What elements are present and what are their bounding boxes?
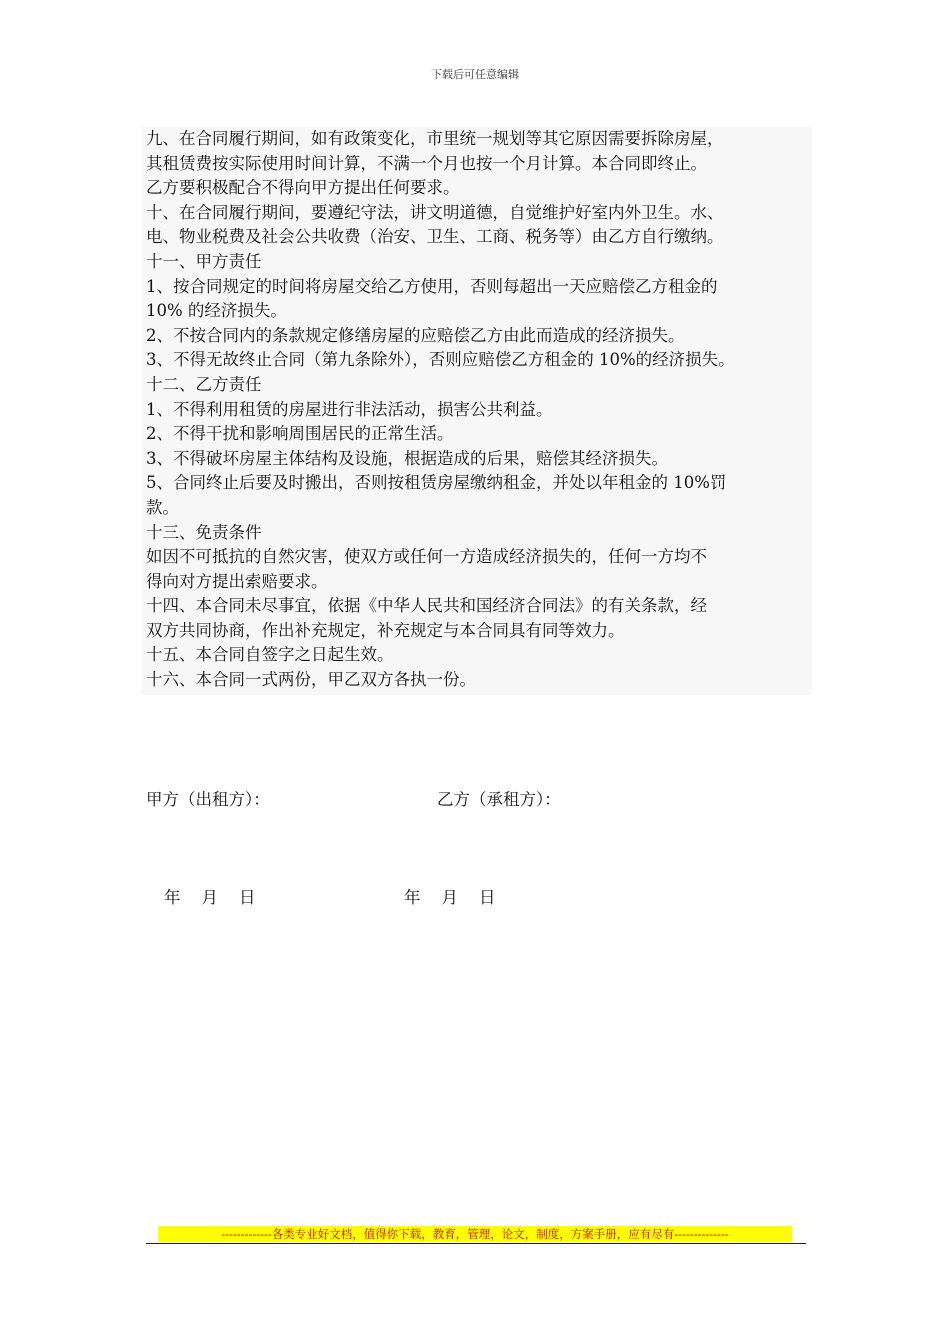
body-line: 电、物业税费及社会公共收费（治安、卫生、工商、税务等）由乙方自行缴纳。 [146, 227, 724, 247]
section-heading: 十三、免责条件 [146, 522, 262, 542]
footer-banner: -------------各类专业好文档，值得你下载，教育，管理，论文，制度，方案手册，应有尽有-------------- [158, 1226, 792, 1242]
body-line: 2、不得干扰和影响周围居民的正常生活。 [146, 424, 454, 444]
contract-body [142, 127, 812, 695]
party-a-label: 甲方（出租方）： [146, 790, 270, 809]
body-line: 3、不得破坏房屋主体结构及设施，根据造成的后果，赔偿其经济损失。 [146, 448, 668, 468]
body-line: 款。 [146, 497, 179, 517]
body-line: 2、不按合同内的条款规定修缮房屋的应赔偿乙方由此而造成的经济损失。 [146, 325, 685, 345]
body-line: 5、合同终止后要及时搬出，否则按租赁房屋缴纳租金，并处以年租金的 10%罚 [146, 473, 727, 493]
body-line: 1、按合同规定的时间将房屋交给乙方使用，否则每超出一天应赔偿乙方租金的 [146, 276, 718, 296]
body-line: 得向对方提出索赔要求。 [146, 571, 328, 591]
body-line: 10% 的经济损失。 [146, 301, 287, 321]
body-line: 十六、本合同一式两份，甲乙双方各执一份。 [146, 670, 476, 690]
body-line: 十五、本合同自签字之日起生效。 [146, 645, 394, 665]
party-b-date: 年 月 日 [404, 888, 496, 907]
body-line: 3、不得无故终止合同（第九条除外），否则应赔偿乙方租金的 10%的经济损失。 [146, 350, 735, 370]
body-line: 1、不得利用租赁的房屋进行非法活动，损害公共利益。 [146, 399, 553, 419]
body-line: 十、在合同履行期间，要遵纪守法，讲文明道德，自觉维护好室内外卫生。水、 [146, 202, 724, 222]
body-line: 双方共同协商，作出补充规定，补充规定与本合同具有同等效力。 [146, 620, 625, 640]
footer-rule [146, 1243, 806, 1244]
body-line: 乙方要积极配合不得向甲方提出任何要求。 [146, 178, 460, 198]
body-line: 其租赁费按实际使用时间计算，不满一个月也按一个月计算。本合同即终止。 [146, 153, 707, 173]
section-heading: 十二、乙方责任 [146, 374, 262, 394]
party-b-label: 乙方（承租方）： [437, 790, 561, 809]
body-line: 十四、本合同未尽事宜，依据《中华人民共和国经济合同法》的有关条款，经 [146, 596, 707, 616]
party-a-date: 年 月 日 [164, 888, 256, 907]
page-header: 下载后可任意编辑 [431, 68, 519, 81]
body-line: 如因不可抵抗的自然灾害，使双方或任何一方造成经济损失的，任何一方均不 [146, 547, 707, 567]
body-line: 九、在合同履行期间，如有政策变化，市里统一规划等其它原因需要拆除房屋， [146, 129, 724, 148]
section-heading: 十一、甲方责任 [146, 251, 262, 271]
